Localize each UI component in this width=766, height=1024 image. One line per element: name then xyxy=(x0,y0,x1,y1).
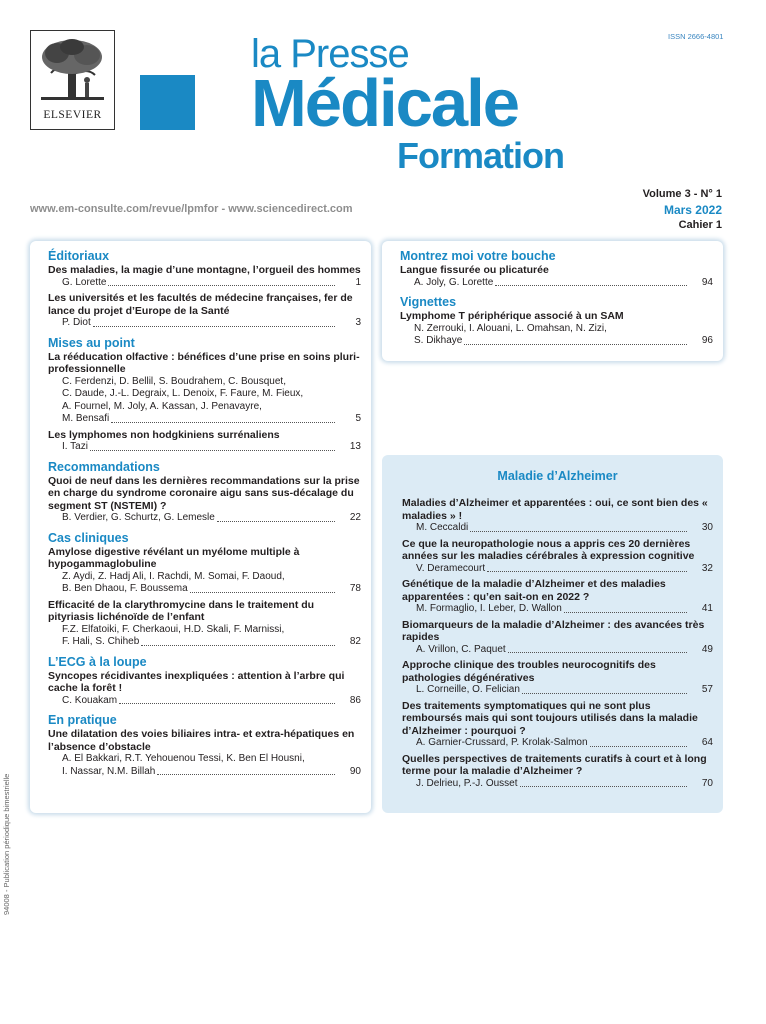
article-authors xyxy=(416,644,691,657)
dot-leader xyxy=(93,326,335,327)
article-authors-row xyxy=(48,571,361,596)
article-authors xyxy=(414,277,691,290)
page-number: 82 xyxy=(349,636,361,647)
toc-article[interactable] xyxy=(48,351,361,426)
elsevier-logo xyxy=(30,30,115,130)
author-line xyxy=(62,583,339,596)
article-authors-row xyxy=(48,624,361,649)
author-line-text: B. Verdier, G. Schurtz, G. Lemesle xyxy=(62,512,215,523)
article-authors xyxy=(416,563,691,576)
toc-article[interactable] xyxy=(48,546,361,596)
toc-article[interactable] xyxy=(402,659,713,697)
author-line-text: S. Dikhaye xyxy=(414,335,463,346)
toc-section xyxy=(48,713,361,778)
author-line xyxy=(414,335,691,348)
article-authors xyxy=(62,624,339,649)
dot-leader xyxy=(520,786,687,787)
author-line-text: I. Tazi xyxy=(62,441,88,452)
toc-article[interactable] xyxy=(48,264,361,289)
toc-section xyxy=(48,655,361,708)
article-authors-row xyxy=(402,684,713,697)
article-authors-row xyxy=(48,277,361,290)
page-number: 96 xyxy=(701,335,713,346)
author-line: Z. Aydi, Z. Hadj Ali, I. Rachdi, M. Somai, F. Daoud, xyxy=(62,570,285,582)
elsevier-tree-icon xyxy=(37,37,108,105)
dot-leader xyxy=(108,285,335,286)
author-line: C. Ferdenzi, D. Bellil, S. Boudrahem, C. Bousquet, xyxy=(62,375,286,387)
page-number: 22 xyxy=(349,512,361,523)
page-number: 30 xyxy=(701,522,713,533)
author-line: A. El Bakkari, R.T. Yehouenou Tessi, K. Ben El Housni, xyxy=(62,753,305,764)
page-number: 3 xyxy=(355,317,361,328)
article-authors-row xyxy=(48,317,361,330)
article-authors-row xyxy=(48,441,361,454)
toc-article[interactable] xyxy=(402,578,713,616)
page-number: 32 xyxy=(701,562,713,574)
section-title: Recommandations xyxy=(48,459,160,474)
article-authors-row xyxy=(48,512,361,525)
article-title: Des maladies, la magie d’une montagne, l’orgueil des hommes xyxy=(48,264,361,276)
toc-article[interactable] xyxy=(402,619,713,657)
author-line xyxy=(416,522,691,535)
toc-section xyxy=(400,249,713,289)
page-number: 90 xyxy=(349,765,361,777)
article-title: Maladies d’Alzheimer et apparentées : oui, ce sont bien des « maladies » ! xyxy=(402,497,708,522)
side-publication-text: 94008 - Publication périodique bimestrielle xyxy=(2,773,11,915)
author-line xyxy=(416,684,691,697)
article-authors-row xyxy=(402,778,713,791)
volume-number: Volume 3 - N° 1 xyxy=(642,188,722,200)
dot-leader xyxy=(590,746,687,747)
toc-article[interactable] xyxy=(48,599,361,649)
dot-leader xyxy=(190,592,335,593)
article-title: Amylose digestive révélant un myélome multiple à hypogammaglobuline xyxy=(48,545,300,570)
article-title: Approche clinique des troubles neurocognitifs des pathologies dégénératives xyxy=(402,659,656,684)
article-authors-row xyxy=(400,277,713,290)
article-title: Syncopes récidivantes inexpliquées : attention à l’arbre qui cache la forêt ! xyxy=(48,669,345,694)
toc-article[interactable] xyxy=(402,538,713,576)
section-title: Cas cliniques xyxy=(48,530,129,545)
article-title: La rééducation olfactive : bénéfices d’une prise en soins pluri-professionnelle xyxy=(48,350,360,375)
dot-leader xyxy=(464,344,687,345)
toc-article[interactable] xyxy=(402,700,713,750)
article-authors xyxy=(416,778,691,791)
author-line xyxy=(416,644,691,657)
article-authors-row xyxy=(48,753,361,778)
author-line-text: I. Nassar, N.M. Billah xyxy=(62,765,156,777)
author-line-text: M. Bensafi xyxy=(62,413,110,424)
toc-article[interactable] xyxy=(402,497,713,535)
dot-leader xyxy=(564,612,687,613)
dot-leader xyxy=(141,645,335,646)
dot-leader xyxy=(487,571,687,572)
author-line-text: L. Corneille, O. Felician xyxy=(416,684,520,695)
author-line-text: A. Joly, G. Lorette xyxy=(414,276,494,288)
cahier: Cahier 1 xyxy=(678,219,722,231)
section-title: En pratique xyxy=(48,713,117,727)
article-authors-row xyxy=(402,522,713,535)
article-authors xyxy=(62,277,339,290)
article-authors xyxy=(62,376,339,426)
article-authors-row xyxy=(48,376,361,426)
author-line xyxy=(62,317,339,330)
author-line: C. Daude, J.-L. Degraix, L. Denoix, F. Faure, M. Fieux, xyxy=(62,388,304,399)
author-line-text: J. Delrieu, P.-J. Ousset xyxy=(416,777,518,789)
author-line-text: F. Hali, S. Chiheb xyxy=(62,636,140,647)
article-authors-row xyxy=(48,695,361,708)
toc-section xyxy=(48,531,361,649)
author-line-text: G. Lorette xyxy=(62,276,107,288)
author-line xyxy=(416,778,691,791)
author-line-text: P. Diot xyxy=(62,317,91,328)
article-authors xyxy=(62,695,339,708)
article-title: Ce que la neuropathologie nous a appris ces 20 dernières années sur les maladies cérébrales à expression cognitive xyxy=(402,537,695,562)
journal-title-line3: Formation xyxy=(397,135,564,176)
article-title: Quoi de neuf dans les dernières recommandations sur la prise en charge du syndrome coronaire aigu sans sus-décalage du segment ST (NSTEMI) ? xyxy=(48,474,360,512)
toc-article[interactable] xyxy=(48,292,361,330)
dot-leader xyxy=(119,703,335,704)
article-authors xyxy=(62,512,339,525)
article-authors xyxy=(416,603,691,616)
page-number: 49 xyxy=(701,643,713,655)
section-title: Vignettes xyxy=(400,295,457,309)
page-number: 57 xyxy=(701,684,713,695)
dot-leader xyxy=(470,531,687,532)
author-line xyxy=(62,695,339,708)
author-line xyxy=(62,766,339,779)
author-line xyxy=(62,413,339,426)
toc-article[interactable] xyxy=(400,310,713,348)
dot-leader xyxy=(522,693,687,694)
page-number: 70 xyxy=(701,777,713,789)
author-line xyxy=(416,563,691,576)
dot-leader xyxy=(111,422,335,423)
article-title: Lymphome T périphérique associé à un SAM xyxy=(400,310,624,322)
article-title: Une dilatation des voies biliaires intra- et extra-hépatiques en l’absence d’obstacle xyxy=(48,728,355,753)
section-title: L’ECG à la loupe xyxy=(48,654,147,669)
author-line xyxy=(62,636,339,649)
publisher-name: ELSEVIER xyxy=(43,109,102,121)
alzheimer-panel xyxy=(382,455,723,813)
article-title: Quelles perspectives de traitements curatifs à court et à long terme pour la maladie d’Alzheimer ? xyxy=(402,752,707,777)
journal-title-line2: Médicale xyxy=(251,66,519,141)
article-authors xyxy=(62,753,339,778)
dot-leader xyxy=(508,652,687,653)
toc-section xyxy=(48,336,361,454)
issn: ISSN 2666-4801 xyxy=(668,32,724,41)
author-line xyxy=(414,277,691,290)
article-authors xyxy=(62,317,339,330)
toc-left-panel xyxy=(30,241,371,813)
author-line: N. Zerrouki, I. Alouani, L. Omahsan, N. Zizi, xyxy=(414,322,607,334)
alzheimer-panel-title: Maladie d’Alzheimer xyxy=(497,469,618,483)
article-title: Génétique de la maladie d’Alzheimer et des maladies apparentées : qu’en sait-on en 2022 ? xyxy=(402,578,666,603)
article-title: Les universités et les facultés de médecine françaises, fer de lance du projet d’Europe de la Santé xyxy=(48,292,353,317)
page-number: 86 xyxy=(349,694,361,706)
author-line-text: M. Ceccaldi xyxy=(416,522,469,533)
article-authors xyxy=(416,522,691,535)
page-number: 5 xyxy=(355,413,361,424)
toc-article[interactable] xyxy=(48,728,361,778)
toc-section xyxy=(48,249,361,330)
author-line-text: C. Kouakam xyxy=(62,694,118,706)
page-number: 64 xyxy=(701,737,713,748)
author-line: F.Z. Elfatoiki, F. Cherkaoui, H.D. Skali, F. Marnissi, xyxy=(62,623,285,635)
page-number: 1 xyxy=(355,276,361,288)
article-title: Langue fissurée ou plicaturée xyxy=(400,264,549,276)
section-title: Éditoriaux xyxy=(48,249,110,263)
article-authors-row xyxy=(400,323,713,348)
author-line xyxy=(62,512,339,525)
author-line: A. Fournel, M. Joly, A. Kassan, J. Penavayre, xyxy=(62,400,262,412)
author-line-text: M. Formaglio, I. Leber, D. Wallon xyxy=(416,603,562,614)
toc-article[interactable] xyxy=(400,264,713,289)
author-line-text: A. Vrillon, C. Paquet xyxy=(416,643,506,655)
toc-section xyxy=(48,460,361,525)
dot-leader xyxy=(217,521,335,522)
author-line-text: V. Deramecourt xyxy=(416,562,486,574)
page-number: 78 xyxy=(349,583,361,594)
dot-leader xyxy=(157,774,335,775)
author-line xyxy=(62,277,339,290)
article-authors-row xyxy=(402,603,713,616)
article-authors-row xyxy=(402,737,713,750)
article-title: Des traitements symptomatiques qui ne sont plus remboursés mais qui sont toujours utilisés dans la maladie d’Alzheimer : pourquoi ? xyxy=(402,699,698,737)
article-title: Biomarqueurs de la maladie d’Alzheimer : des avancées très rapides xyxy=(402,618,705,643)
dot-leader xyxy=(495,285,687,286)
author-line-text: B. Ben Dhaou, F. Boussema xyxy=(62,583,188,594)
brand-square xyxy=(140,75,195,130)
author-line xyxy=(62,441,339,454)
article-authors xyxy=(62,441,339,454)
toc-article[interactable] xyxy=(48,475,361,525)
author-line xyxy=(416,737,691,750)
toc-article[interactable] xyxy=(48,670,361,708)
section-title: Montrez moi votre bouche xyxy=(400,249,556,263)
website-urls: www.em-consulte.com/revue/lpmfor - www.sciencedirect.com xyxy=(30,203,353,215)
article-authors xyxy=(62,571,339,596)
article-authors xyxy=(414,323,691,348)
toc-right-top-panel xyxy=(382,241,723,361)
article-authors-row xyxy=(402,644,713,657)
toc-article[interactable] xyxy=(48,429,361,454)
page-number: 94 xyxy=(701,276,713,288)
page-number: 13 xyxy=(349,441,361,452)
article-title: Les lymphomes non hodgkiniens surrénaliens xyxy=(48,428,280,441)
article-authors xyxy=(416,684,691,697)
author-line xyxy=(416,603,691,616)
author-line-text: A. Garnier-Crussard, P. Krolak-Salmon xyxy=(416,737,588,748)
dot-leader xyxy=(90,450,335,451)
journal-title-line1: la Presse xyxy=(251,32,409,76)
section-title: Mises au point xyxy=(48,335,135,350)
page-number: 41 xyxy=(701,603,713,614)
article-authors xyxy=(416,737,691,750)
toc-section xyxy=(400,295,713,348)
article-title: Efficacité de la clarythromycine dans le traitement du pityriasis lichénoïde de l’enfant xyxy=(48,598,315,623)
article-authors-row xyxy=(402,563,713,576)
toc-article[interactable] xyxy=(402,753,713,791)
issue-date: Mars 2022 xyxy=(663,203,722,217)
